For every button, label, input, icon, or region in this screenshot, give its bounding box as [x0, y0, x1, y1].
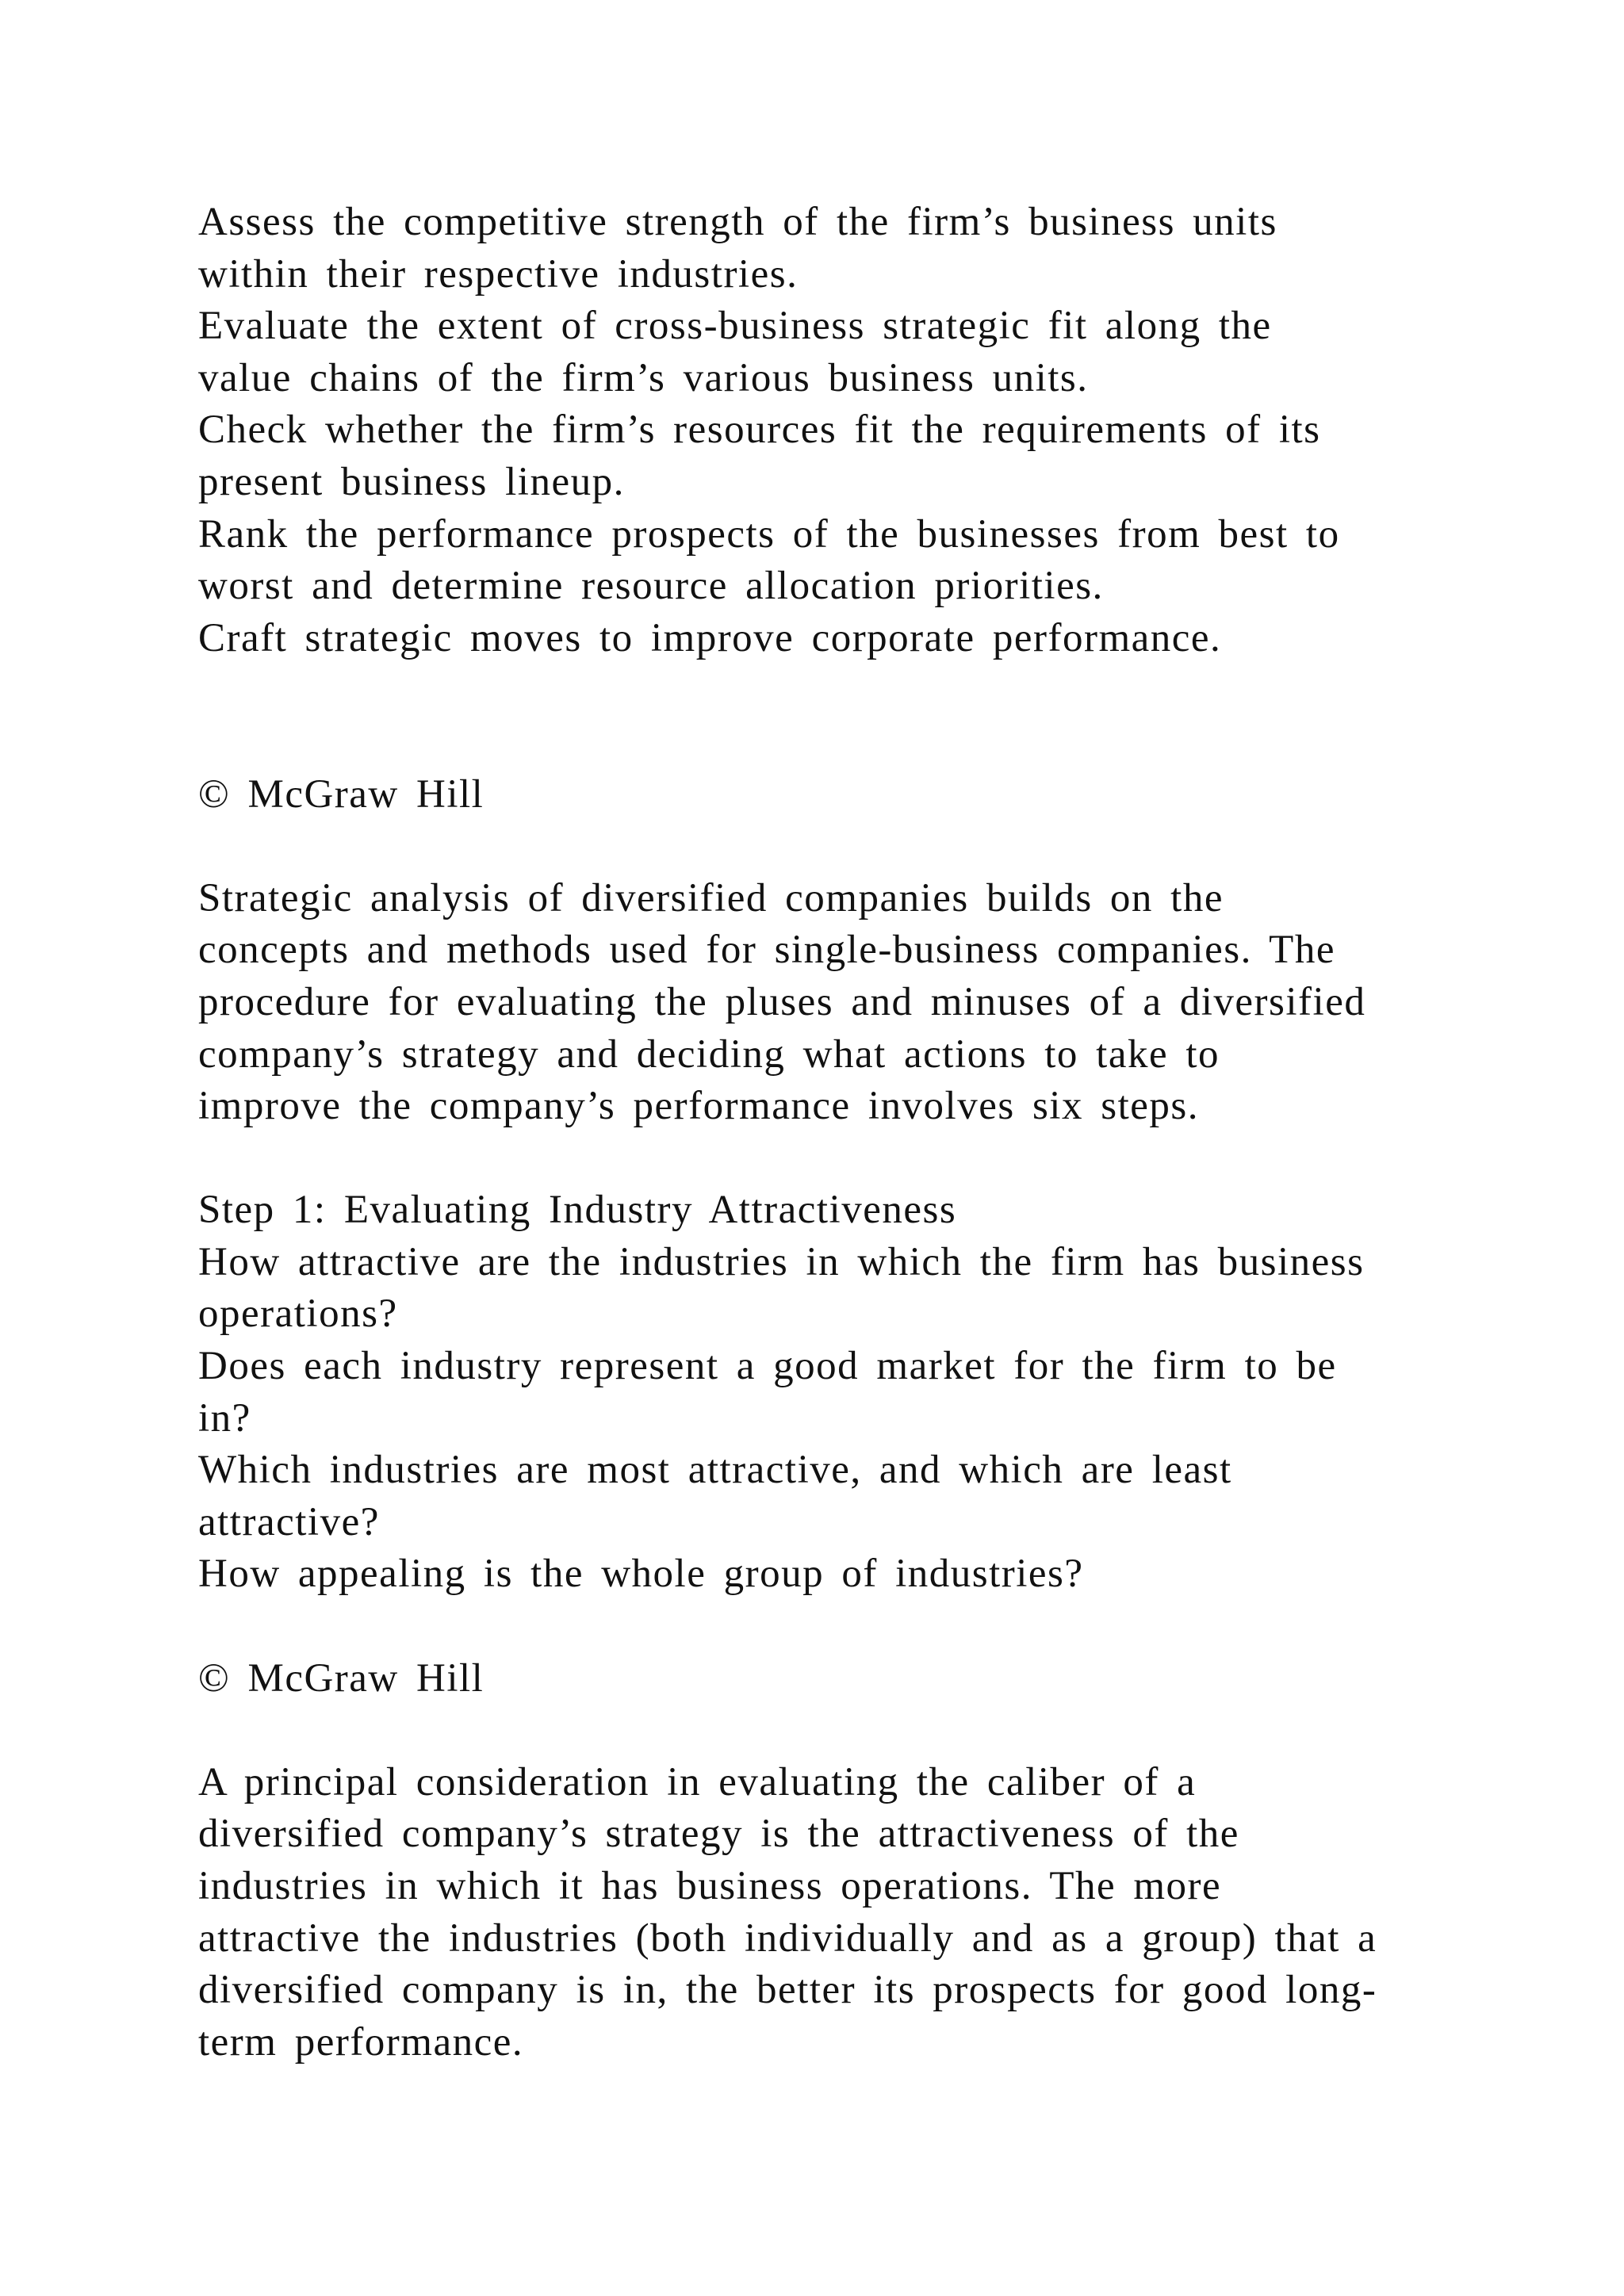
copyright-notice: © McGraw Hill [198, 1655, 485, 1701]
text-line: Evaluate the extent of cross-business strategic fit along the [198, 304, 1272, 349]
text-line: Does each industry represent a good market for the firm to be [198, 1344, 1337, 1389]
spacer [198, 1601, 1435, 1653]
text-line: within their respective industries. [198, 251, 799, 297]
text-line: How attractive are the industries in which the firm has business [198, 1239, 1365, 1284]
text-line: concepts and methods used for single-business companies. The [198, 928, 1335, 973]
text-line: term performance. [198, 2019, 524, 2064]
paragraph-step-1 [198, 1184, 1435, 1601]
text-line: attractive the industries (both individually and as a group) that a [198, 1915, 1377, 1961]
text-line: Which industries are most attractive, and which are least [198, 1448, 1232, 1493]
text-line: worst and determine resource allocation priorities. [198, 564, 1104, 609]
paragraph-principal-consideration [198, 1757, 1435, 2069]
text-line: Strategic analysis of diversified companies builds on the [198, 875, 1224, 920]
spacer [198, 1705, 1435, 1757]
text-line: procedure for evaluating the pluses and minuses of a diversified [198, 979, 1366, 1024]
text-line: attractive? [198, 1499, 380, 1544]
spacer [198, 664, 1435, 717]
text-line: operations? [198, 1292, 398, 1337]
spacer [198, 1133, 1435, 1185]
spacer [198, 717, 1435, 769]
paragraph-analysis-steps [198, 197, 1435, 664]
step-heading: Step 1: Evaluating Industry Attractiveness [198, 1188, 957, 1233]
text-line: Check whether the firm’s resources fit the requirements of its [198, 408, 1321, 453]
text-line: diversified company is in, the better its prospects for good long- [198, 1968, 1377, 2013]
text-line: A principal consideration in evaluating the caliber of a [198, 1759, 1197, 1804]
paragraph-strategic-analysis [198, 873, 1435, 1133]
text-line: Assess the competitive strength of the firm’s business units [198, 200, 1277, 244]
text-line: present business lineup. [198, 459, 625, 504]
spacer [198, 821, 1435, 873]
text-line: Craft strategic moves to improve corporate performance. [198, 615, 1222, 660]
text-line: diversified company’s strategy is the attractiveness of the [198, 1812, 1239, 1857]
text-line: value chains of the firm’s various business units. [198, 355, 1089, 400]
text-line: company’s strategy and deciding what actions to take to [198, 1031, 1220, 1077]
text-line: improve the company’s performance involves six steps. [198, 1084, 1199, 1129]
text-line: Rank the performance prospects of the businesses from best to [198, 511, 1340, 557]
text-line: How appealing is the whole group of industries? [198, 1552, 1084, 1597]
text-line: in? [198, 1395, 251, 1441]
text-line: industries in which it has business operations. The more [198, 1864, 1222, 1908]
document-body [198, 197, 1435, 2068]
copyright-notice: © McGraw Hill [198, 771, 485, 817]
